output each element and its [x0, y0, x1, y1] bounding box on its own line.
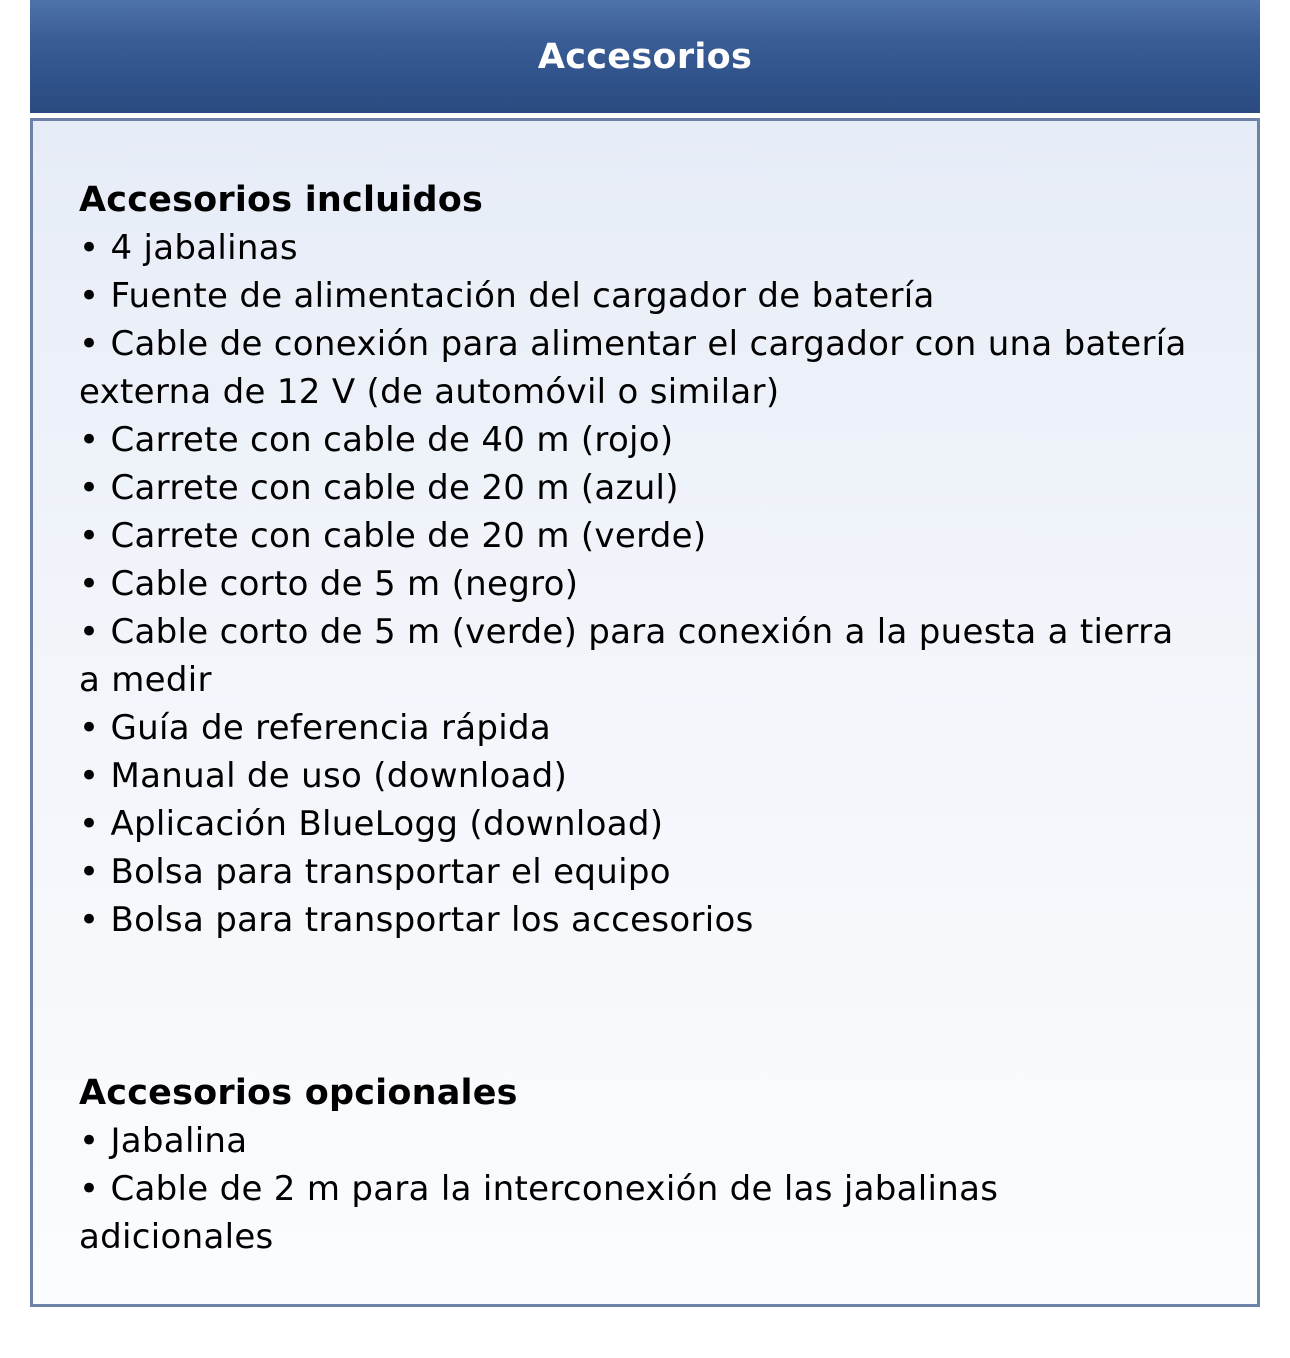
list-item: • Cable de conexión para alimentar el cargador con una batería externa de 12 V (de automóvil o similar): [79, 324, 1187, 412]
list-item: • Jabalina: [79, 1121, 248, 1161]
included-accessories-heading: Accesorios incluidos: [79, 180, 484, 220]
panel-content: [30, 118, 1260, 1307]
list-item: • Guía de referencia rápida: [79, 708, 552, 748]
optional-accessories-heading: Accesorios opcionales: [79, 1073, 518, 1113]
panel-header: [30, 0, 1260, 116]
list-item: • Cable de 2 m para la interconexión de las jabalinas adicionales: [79, 1169, 999, 1257]
accessories-panel: [30, 0, 1260, 1257]
list-item: • Bolsa para transportar los accesorios: [79, 900, 754, 940]
list-item: • Carrete con cable de 40 m (rojo): [79, 420, 674, 460]
included-accessories-section: [79, 176, 1199, 944]
list-item: • Cable corto de 5 m (negro): [79, 564, 579, 604]
optional-accessories-section: [79, 1069, 1199, 1261]
list-item: • Manual de uso (download): [79, 756, 568, 796]
list-item: • Cable corto de 5 m (verde) para conexión a la puesta a tierra a medir: [79, 612, 1174, 700]
list-item: • 4 jabalinas: [79, 228, 298, 268]
list-item: • Aplicación BlueLogg (download): [79, 804, 664, 844]
list-item: • Fuente de alimentación del cargador de batería: [79, 276, 935, 316]
panel-title: Accesorios: [537, 36, 753, 77]
list-item: • Carrete con cable de 20 m (azul): [79, 468, 679, 508]
list-item: • Carrete con cable de 20 m (verde): [79, 516, 707, 556]
list-item: • Bolsa para transportar el equipo: [79, 852, 671, 892]
